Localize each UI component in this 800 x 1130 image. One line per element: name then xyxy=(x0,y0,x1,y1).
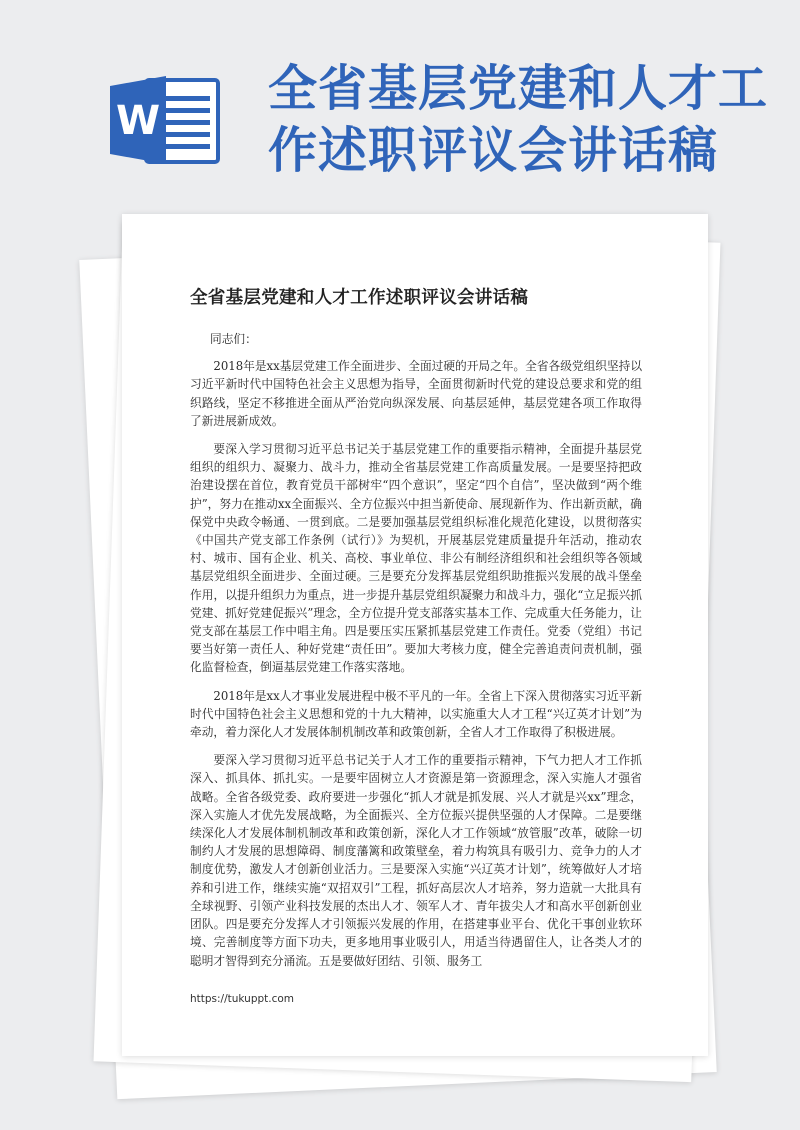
footer-link[interactable]: https://tukuppt.com xyxy=(190,993,295,1005)
paragraph-3: 2018年是xx人才事业发展进程中极不平凡的一年。全省上下深入贯彻落实习近平新时代中国特色社会主义思想和党的十九大精神，以实施重大人才工程“兴辽英才计划”为牵动，着力深化人才发展体制机制改革和政策创新，全省人才工作取得了积极进展。 xyxy=(190,688,643,740)
word-document-icon xyxy=(106,72,226,168)
document-body xyxy=(190,330,642,980)
salutation: 同志们： xyxy=(210,332,257,346)
word-icon-letter: W xyxy=(115,98,161,144)
header-title-line-2: 作述职评议会讲话稿 xyxy=(268,122,719,179)
header xyxy=(0,0,800,200)
paragraph-4: 要深入学习贯彻习近平总书记关于人才工作的重要指示精神，下气力把人才工作抓深入、抓具体、抓扎实。一是要牢固树立人才资源是第一资源理念，深入实施人才强省战略。全省各级党委、政府要进一步强化“抓人才就是抓发展、兴人才就是兴xx”理念，深入实施人才优先发展战略，为全面振兴、全方位振兴提供坚强的人才保障。二是要继续深化人才发展体制机制改革和政策创新，深化人才工作领域“放管服”改革，破除一切制约人才发展的思想障碍、制度藩篱和政策壁垒，着力构筑具有吸引力、竞争力的人才制度优势，激发人才创新创业活力。三是要深入实施“兴辽英才计划”，统筹做好人才培养和引进工作，继续实施“双招双引”工程，抓好高层次人才培养，努力造就一大批具有全球视野、引领产业科技发展的杰出人才、领军人才、青年拔尖人才和高水平创新创业团队。四是要充分发挥人才引领振兴发展的作用，在搭建事业平台、优化干事创业软环境、完善制度等方面下功夫，更多地用事业吸引人，用适当待遇留住人，让各类人才的聪明才智得到充分涌流。五是要做好团结、引领、服务工 xyxy=(190,753,642,968)
paragraph-2: 要深入学习贯彻习近平总书记关于基层党建工作的重要指示精神，全面提升基层党组织的组织力、凝聚力、战斗力，推动全省基层党建工作高质量发展。一是要坚持把政治建设摆在首位，教育党员干部树牢“四个意识”，坚定“四个自信”，坚决做到“两个维护”，努力在推动xx全面振兴、全方位振兴中担当新使命、展现新作为、作出新贡献，确保党中央政令畅通、一贯到底。二是要加强基层党组织标准化规范化建设，以贯彻落实《中国共产党支部工作条例（试行）》为契机，开展基层党建质量提升年活动，推动农村、城市、国有企业、机关、高校、事业单位、非公有制经济组织和社会组织等各领域基层党组织全面进步、全面过硬。三是要充分发挥基层党组织助推振兴发展的战斗堡垒作用，以提升组织力为重点，进一步提升基层党组织凝聚力和战斗力，强化“立足振兴抓党建、抓好党建促振兴”理念，全方位提升党支部落实基本工作、完成重大任务能力，让党支部在基层工作中唱主角。四是要压实压紧抓基层党建工作责任。党委（党组）书记要当好第一责任人、种好党建“责任田”。要加大考核力度，健全完善追责问责机制，强化监督检查，倒逼基层党建工作落实落地。 xyxy=(190,442,642,675)
header-title-line-1: 全省基层党建和人才工 xyxy=(268,60,769,117)
header-title xyxy=(268,58,778,182)
paragraph-1: 2018年是xx基层党建工作全面进步、全面过硬的开局之年。全省各级党组织坚持以习近平新时代中国特色社会主义思想为指导，全面贯彻新时代党的建设总要求和党的组织路线，坚定不移推进全面从严治党向纵深发展、向基层延伸，基层党建各项工作取得了新进展新成效。 xyxy=(190,359,643,428)
document-title: 全省基层党建和人才工作述职评议会讲话稿 xyxy=(190,288,529,308)
